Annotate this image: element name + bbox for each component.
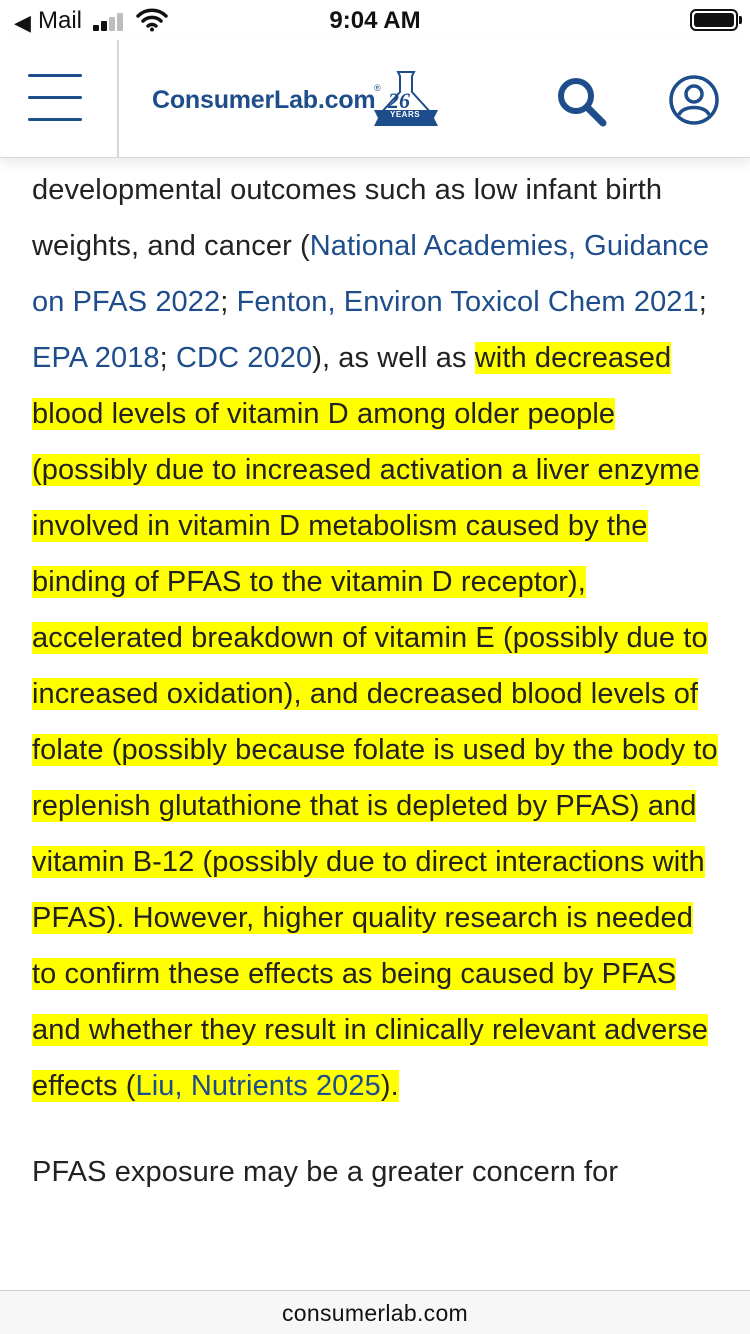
reference-link-national-academies[interactable]: National Academies, Guidance on PFAS 2022	[32, 230, 710, 318]
reference-link-liu[interactable]: Liu, Nutrients 2025	[135, 1070, 381, 1102]
hamburger-menu-icon[interactable]	[28, 74, 86, 124]
logo-registered-mark: ®	[374, 83, 381, 93]
site-header	[0, 40, 750, 158]
reference-separator: ;	[220, 286, 237, 318]
account-user-icon[interactable]	[668, 74, 720, 126]
battery-icon	[690, 9, 738, 31]
logo-text: ConsumerLab.com	[152, 86, 376, 114]
paragraph-text: developmental outcomes such as low infant birth weights, and cancer (	[32, 174, 663, 262]
browser-url-bar[interactable]	[0, 1290, 750, 1334]
status-bar	[0, 0, 750, 40]
back-to-app-label[interactable]: Mail	[38, 7, 83, 34]
highlighted-text-end: ).	[380, 1070, 399, 1102]
header-divider	[117, 40, 119, 158]
article-paragraph	[32, 162, 722, 1114]
status-time: 9:04 AM	[329, 7, 421, 34]
reference-link-fenton[interactable]: Fenton, Environ Toxicol Chem 2021	[236, 286, 699, 318]
reference-link-cdc[interactable]: CDC 2020	[175, 342, 313, 374]
reference-link-epa[interactable]: EPA 2018	[32, 342, 160, 374]
reference-separator: ;	[698, 286, 707, 318]
battery-cap	[739, 16, 742, 24]
search-icon[interactable]	[554, 74, 608, 128]
logo-years-number: 26	[388, 88, 410, 113]
logo-years-label: YEARS	[390, 110, 421, 119]
article-paragraph-next: PFAS exposure may be a greater concern for	[32, 1156, 619, 1188]
reference-separator: ;	[159, 342, 176, 374]
back-arrow-icon[interactable]: ◀	[14, 10, 31, 35]
article-content	[32, 160, 722, 1290]
paragraph-text: ), as well as	[312, 342, 475, 374]
highlighted-text: with decreased blood levels of vitamin D among older people (possibly due to increased activation a liver enzyme involved in vitamin D metabolism caused by the binding of PFAS to the vitamin D receptor), accelerated breakdown of vitamin E (possibly due to increased oxidation), and decreased blood levels of folate (possibly because folate is used by the body to replenish glutathione that is depleted by PFAS) and vitamin B-12 (possibly due to direct interactions with PFAS). However, higher quality research is needed to confirm these effects as being caused by PFAS and whether they result in clinically relevant adverse effects (	[32, 342, 718, 1102]
url-domain[interactable]: consumerlab.com	[281, 1300, 469, 1326]
